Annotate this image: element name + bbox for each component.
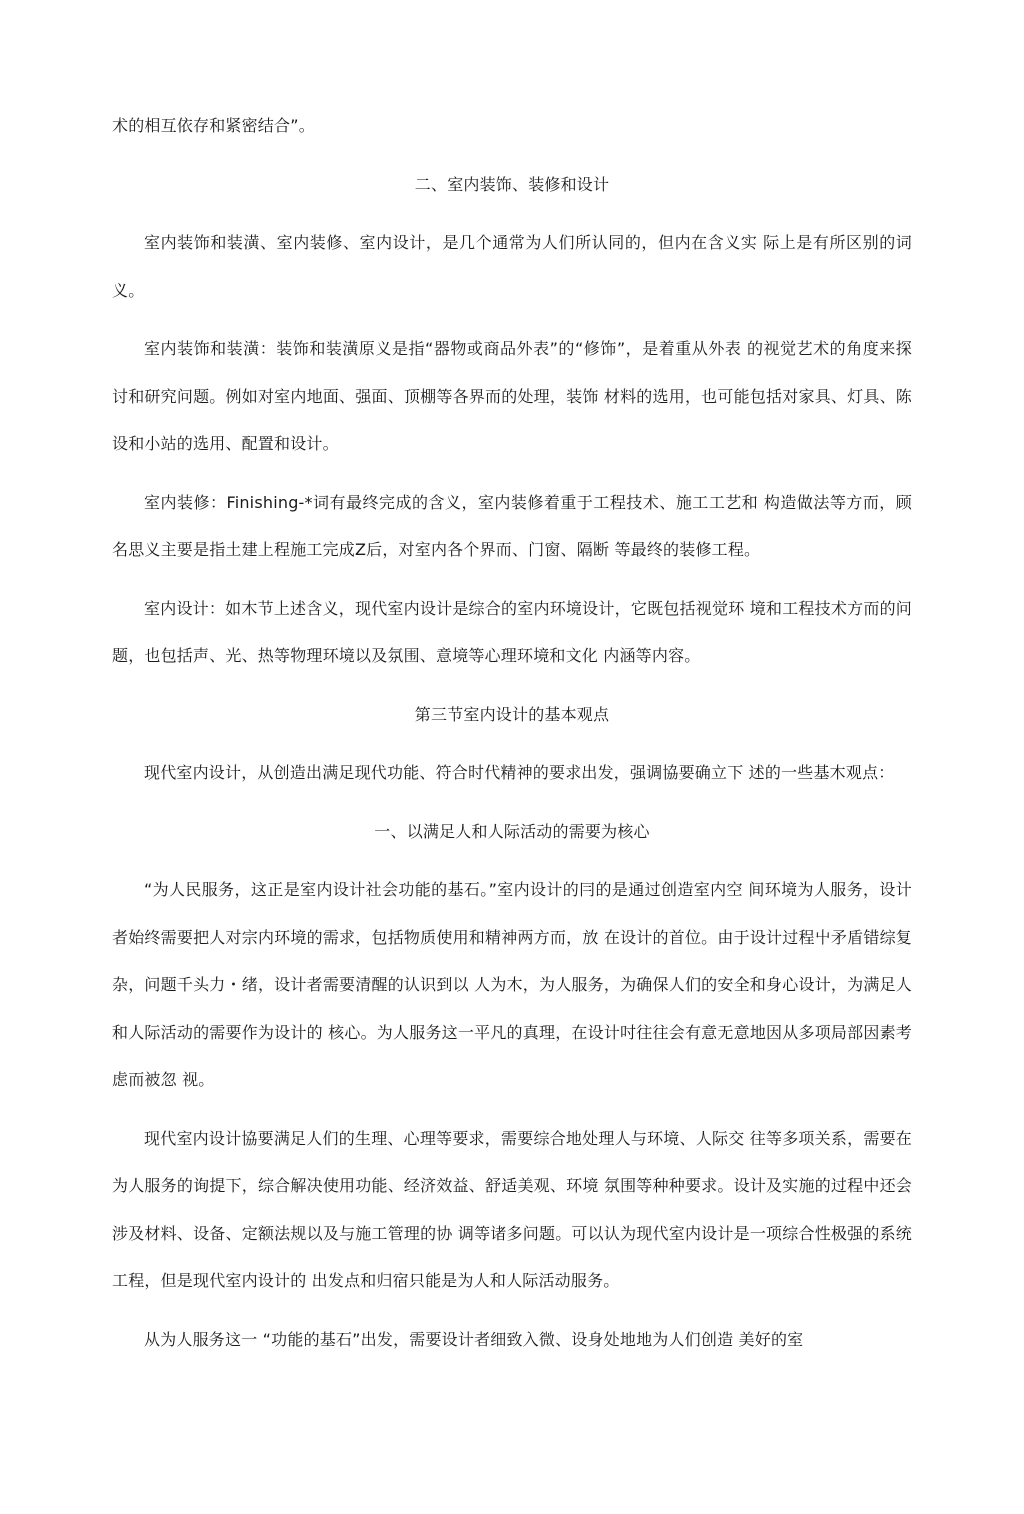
paragraph-interior-design: 室内设计：如木节上述含义，现代室内设计是综合的室内环境设计，它既包括视觉环 境和工程技术方而的问题，也包括声、光、热等物理环境以及氛围、意境等心理环境和文化 内涵等内容。 bbox=[112, 598, 912, 665]
section-heading-basic-viewpoints: 第三节室内设计的基本观点 bbox=[414, 704, 610, 724]
paragraph-serve-people: “为人民服务，这正是室内设计社会功能的基石。”室内设计的冃的是通过创造室内空 间环境为人服务，设计者始终需要把人对宗内环境的需求，包括物质使用和精神两方而，放 在设计的首位。由于设计过程屮矛盾错综复杂，问题千头力・绪，设计者需要清醒的认识到以 人为木，为人服务，为确保人们的安全和身心设计，为满足人和人际活动的需要作为设计的 核心。为人服务这一平凡的真理，在设计吋往往会有意无意地因从多项局部因素考虑而被忽 视。 bbox=[112, 880, 912, 1089]
paragraph-decoration: 室内装饰和装潢：装饰和装潢原义是指“器物或商品外表”的“修饰”，是着重从外表 的视觉艺术的角度来探讨和研究问题。例如对室内地面、强面、顶棚等各界而的处理，装饰 材料的选用，也可能包括对家具、灯具、陈设和小站的选用、配置和设计。 bbox=[112, 339, 912, 453]
paragraph-function-cornerstone: 从为人服务这一 “功能的基石”出发，需要设计者细致入微、设身处地地为人们创造 美好的室 bbox=[144, 1329, 804, 1349]
paragraph-continuation: 术的相互依存和紧密结合”。 bbox=[112, 116, 315, 135]
paragraph-definitions-intro: 室内装饰和装潢、室内装修、室内设计，是几个通常为人们所认同的，但内在含义实 际上是有所区别的词义。 bbox=[112, 233, 912, 300]
subsection-heading-people-centered: 一、以满足人和人际活动的需要为核心 bbox=[374, 821, 650, 841]
paragraph-system-engineering: 现代室内设计協要满足人们的生理、心理等要求，需要综合地处理人与环境、人际交 往等多项关系，需要在为人服务的询提下，综合解决使用功能、经济效益、舒适美观、环境 氛围等种种要求。设计及实施的过程中还会涉及材料、设备、定额法规以及与施工管理的协 调等诸多问题。可以认为现代室内设计是一项综合性极强的系统工程，但是现代室内设计的 出发点和归宿只能是为人和人际活动服务。 bbox=[112, 1128, 912, 1290]
paragraph-finishing: 室内装修：Finishing-*词有最终完成的含义，室内装修着重于工程技术、施工工艺和 构造做法等方而，顾名思义主要是指土建上程施工完成Z后，对室内各个界而、门窗、隔断 等最终的装修工程。 bbox=[112, 492, 912, 559]
paragraph-viewpoints-intro: 现代室内设计，从创造出满足现代功能、符合时代精神的要求出发，强调協要确立下 述的一些基木观点： bbox=[144, 763, 895, 782]
document-body bbox=[112, 102, 912, 1374]
section-heading-decoration: 二、室内装饰、装修和设计 bbox=[414, 174, 610, 194]
